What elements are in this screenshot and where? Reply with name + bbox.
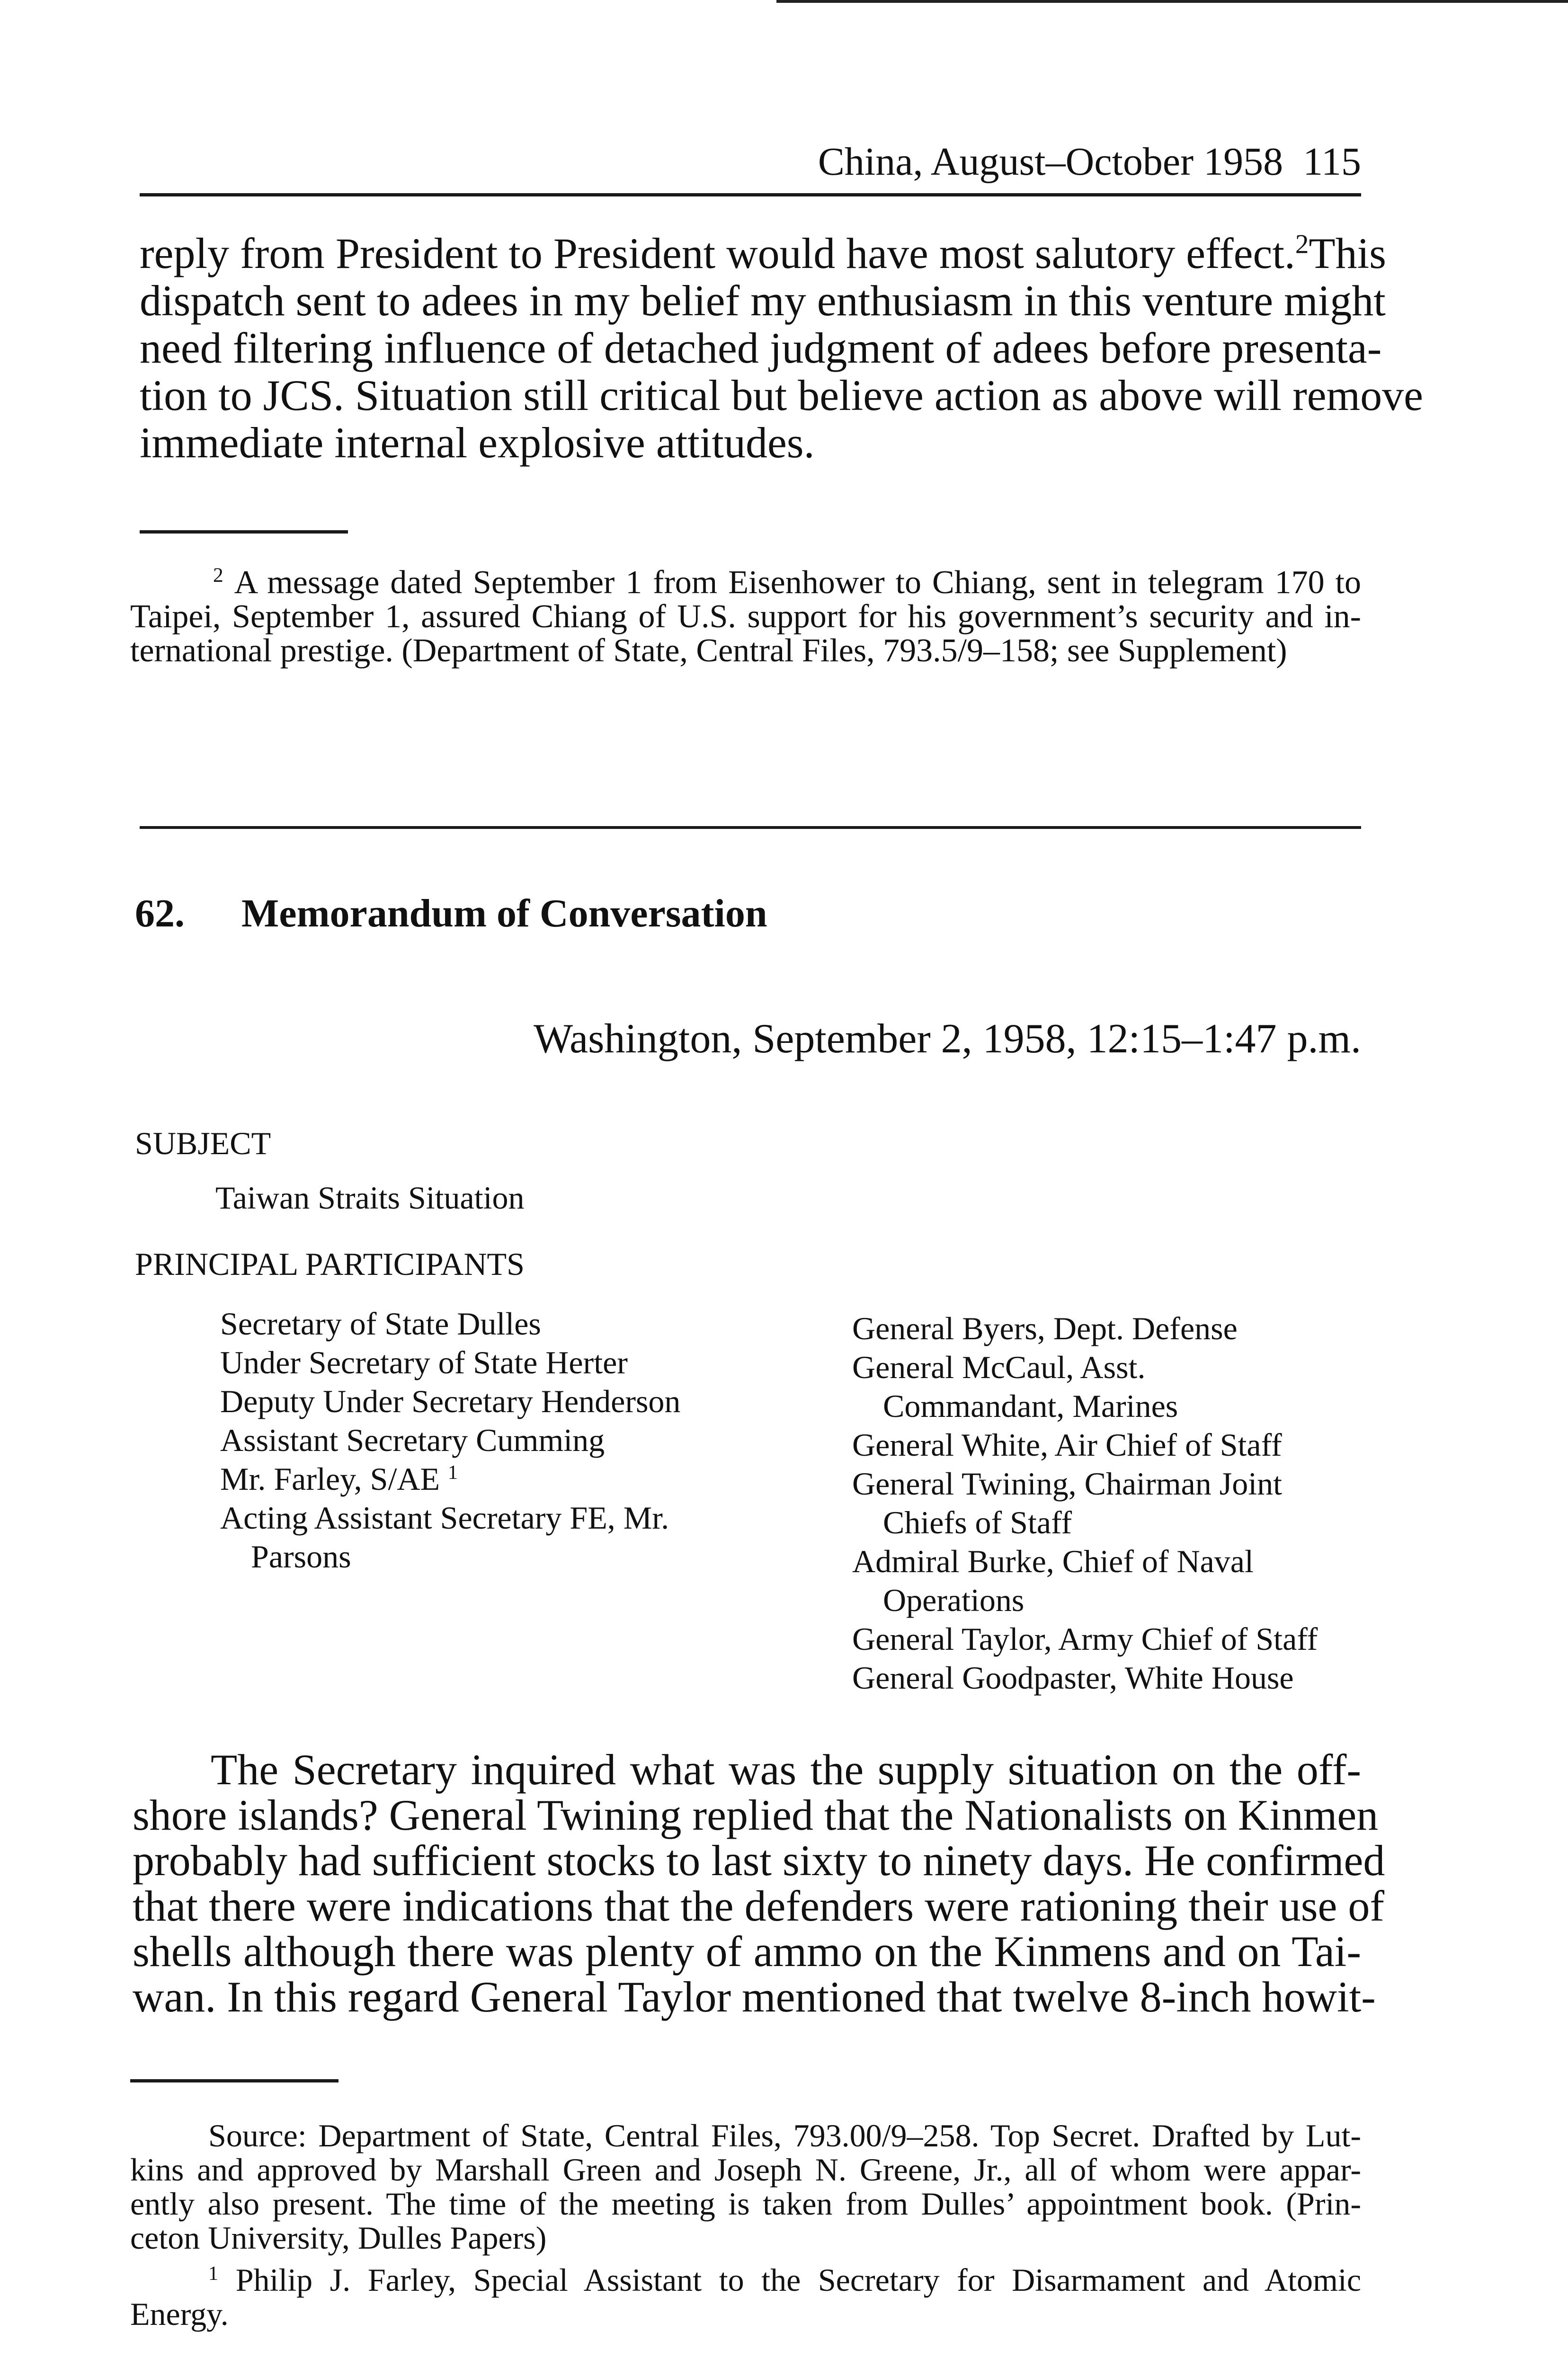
source-line: Source: Department of State, Central Files, 793.00/9–258. Top Secret. Drafted by Lut- xyxy=(208,2118,1361,2153)
paragraph-line: The Secretary inquired what was the supply situation on the off- xyxy=(211,1745,1361,1794)
footnote-line: ternational prestige. (Department of State, Central Files, 793.5/9–158; see Supplement) xyxy=(130,632,1287,669)
body-paragraph xyxy=(133,1745,1385,2021)
dateline: Washington, September 2, 1958, 12:15–1:47 p.m. xyxy=(534,1016,1361,1062)
running-head xyxy=(140,138,1361,186)
header-rule xyxy=(140,193,1361,196)
paragraph-line: wan. In this regard General Taylor mentioned that twelve 8-inch howit- xyxy=(133,1973,1376,2021)
footnote-1 xyxy=(130,2263,1361,2331)
footnote-marker: 2 xyxy=(213,564,223,587)
paragraph-line: need filtering influence of detached judgment of adees before presenta- xyxy=(140,324,1382,372)
source-note xyxy=(130,2118,1361,2255)
participant: Admiral Burke, Chief of Naval xyxy=(852,1543,1254,1579)
participant: General White, Air Chief of Staff xyxy=(852,1427,1282,1463)
paragraph-line: immediate internal explosive attitudes. xyxy=(140,418,815,467)
participant: Secretary of State Dulles xyxy=(220,1306,541,1342)
participants-label: PRINCIPAL PARTICIPANTS xyxy=(135,1246,525,1282)
source-line: ently also present. The time of the meeting is taken from Dulles’ appointment book. (Prin- xyxy=(130,2186,1361,2222)
document-number: 62. xyxy=(135,891,185,935)
footnote-separator xyxy=(140,530,348,534)
participant: Under Secretary of State Herter xyxy=(220,1344,628,1380)
paragraph-line: reply from President to President would have most salutory effect.$^2$This xyxy=(140,229,1386,277)
page-top-edge-line xyxy=(776,0,1568,3)
participant: General Byers, Dept. Defense xyxy=(852,1310,1238,1346)
footnote-ref-2: 2 xyxy=(1295,229,1309,259)
footnote-ref-1: 1 xyxy=(448,1461,458,1484)
footnote-separator xyxy=(130,2079,339,2082)
running-head-title: China, August–October 1958 xyxy=(818,140,1283,184)
footnote-line: $^2$ A message dated September 1 from Eisenhower to Chiang, sent in telegram 170 to xyxy=(213,564,1361,601)
participant: Deputy Under Secretary Henderson xyxy=(220,1383,681,1419)
paragraph-line: shells although there was plenty of ammo on the Kinmens and on Tai- xyxy=(133,1927,1361,1975)
participants-right-column xyxy=(852,1309,1382,1697)
footnote-marker: 1 xyxy=(208,2262,219,2285)
document-title-text: Memorandum of Conversation xyxy=(241,891,767,935)
paragraph-line: probably had sufficient stocks to last sixty to ninety days. He confirmed xyxy=(133,1836,1385,1885)
participants-left-column xyxy=(220,1304,788,1576)
participant-continued: Chiefs of Staff xyxy=(883,1504,1072,1540)
participant-continued: Commandant, Marines xyxy=(883,1388,1178,1424)
paragraph-line: shore islands? General Twining replied that the Nationalists on Kinmen xyxy=(133,1791,1379,1839)
participant: Assistant Secretary Cumming xyxy=(220,1422,605,1458)
footnote-line: Energy. xyxy=(130,2296,229,2332)
footnote-line: $^1$ Philip J. Farley, Special Assistant to the Secretary for Disarmament and Atomic xyxy=(208,2262,1361,2298)
paragraph-line: dispatch sent to adees in my belief my enthusiasm in this venture might xyxy=(140,276,1386,325)
source-line: kins and approved by Marshall Green and Joseph N. Greene, Jr., all of whom were appar- xyxy=(130,2152,1361,2188)
participant: Acting Assistant Secretary FE, Mr. xyxy=(220,1500,669,1536)
paragraph-line: tion to JCS. Situation still critical but believe action as above will remove xyxy=(140,371,1423,419)
footnote-2 xyxy=(130,566,1361,668)
paragraph-line: that there were indications that the defenders were rationing their use of xyxy=(133,1882,1384,1930)
participant: Mr. Farley, S/AE $^1$ xyxy=(220,1461,458,1497)
footnote-line: Taipei, September 1, assured Chiang of U.S. support for his government’s security and in- xyxy=(130,598,1361,635)
participant: General Twining, Chairman Joint xyxy=(852,1466,1283,1502)
participant-continued: Operations xyxy=(883,1582,1025,1618)
subject-text: Taiwan Straits Situation xyxy=(215,1180,525,1216)
document-title xyxy=(135,890,767,937)
participant: General Taylor, Army Chief of Staff xyxy=(852,1621,1318,1657)
participant: General Goodpaster, White House xyxy=(852,1660,1294,1696)
source-line: ceton University, Dulles Papers) xyxy=(130,2220,547,2256)
section-separator xyxy=(140,826,1361,829)
page-number: 115 xyxy=(1303,140,1361,184)
participant: General McCaul, Asst. xyxy=(852,1349,1146,1385)
continued-paragraph xyxy=(140,229,1423,467)
subject-label: SUBJECT xyxy=(135,1125,271,1161)
participant-continued: Parsons xyxy=(251,1539,351,1575)
